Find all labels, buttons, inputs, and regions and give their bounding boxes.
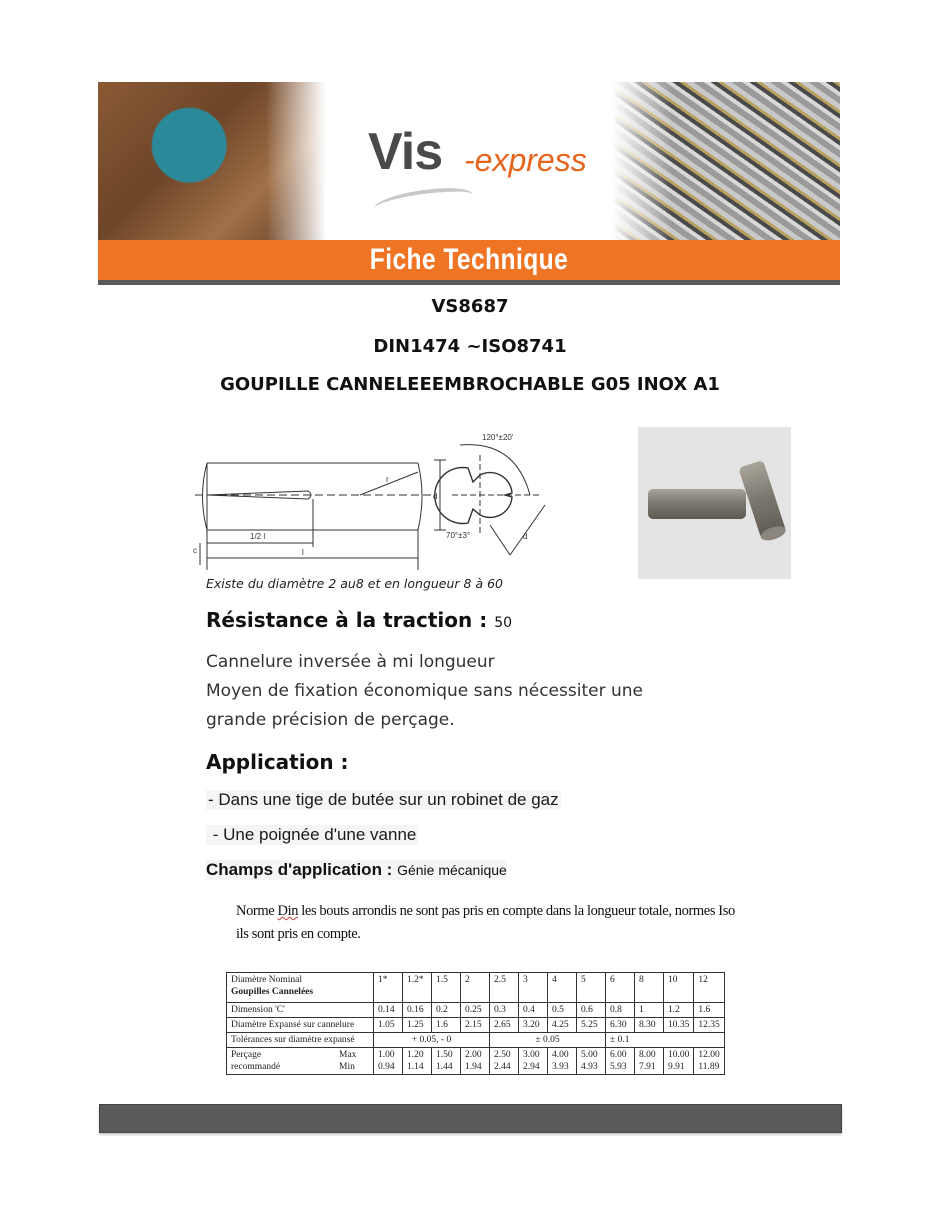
table-cell: 10.00 9.91 <box>664 1048 694 1075</box>
product-photo <box>638 427 791 579</box>
product-name: GOUPILLE CANNELEEEMBROCHABLE G05 INOX A1 <box>220 374 720 395</box>
table-cell-label: Diamètre Expansé sur cannelure <box>227 1018 374 1033</box>
table-cell: 1.6 <box>694 1003 724 1018</box>
table-cell: 0.6 <box>577 1003 606 1018</box>
label-length: l <box>302 548 304 557</box>
table-cell: 3 <box>519 973 548 1003</box>
table-cell: 2.65 <box>490 1018 519 1033</box>
product-reference: VS8687 <box>431 296 509 317</box>
table-cell: 3.00 2.94 <box>519 1048 548 1075</box>
table-cell: 1 <box>635 1003 664 1018</box>
table-cell: 1.6 <box>432 1018 461 1033</box>
min-label: Min <box>339 1062 355 1072</box>
table-cell: 2.15 <box>461 1018 490 1033</box>
table-cell: 8.00 7.91 <box>635 1048 664 1075</box>
table-cell: 10 <box>664 973 694 1003</box>
banner-title-bar <box>98 240 840 280</box>
table-cell: 10.35 <box>664 1018 694 1033</box>
table-cell: 12.00 11.89 <box>694 1048 724 1075</box>
table-cell: 2.50 2.44 <box>490 1048 519 1075</box>
table-cell: 1.20 1.14 <box>403 1048 432 1075</box>
table-cell: 0.5 <box>548 1003 577 1018</box>
label-angle-top: 120°±20' <box>482 433 514 442</box>
label-diameter-side: d <box>523 532 528 541</box>
label-c: c <box>193 546 197 555</box>
percage-label: Perçage <box>231 1050 262 1060</box>
table-cell: 4.00 3.93 <box>548 1048 577 1075</box>
champs-label: Champs d'application : <box>206 860 393 879</box>
note-line2: ils sont pris en compte. <box>236 926 361 942</box>
norm-note <box>236 900 756 946</box>
dimensions-table <box>226 972 725 1075</box>
logo-swoosh-icon <box>372 185 474 219</box>
table-cell: ± 0.1 <box>606 1033 725 1048</box>
table-cell: 1.50 1.44 <box>432 1048 461 1075</box>
screws-photo <box>612 82 840 240</box>
table-cell: 0.2 <box>432 1003 461 1018</box>
table-cell: 0.3 <box>490 1003 519 1018</box>
table-cell: 1.2* <box>403 973 432 1003</box>
description-line: Moyen de fixation économique sans nécessiter une <box>206 681 643 701</box>
table-row-dimension-c <box>227 1003 725 1018</box>
table-cell: 6.00 5.93 <box>606 1048 635 1075</box>
nominal-label: Diamètre Nominal <box>231 975 302 985</box>
table-cell: 0.4 <box>519 1003 548 1018</box>
table-cell: 1.00 0.94 <box>374 1048 403 1075</box>
recommande-label: recommandé <box>231 1062 281 1072</box>
label-half-length: 1/2 l <box>250 532 266 541</box>
table-cell: 2.5 <box>490 973 519 1003</box>
table-cell: 4.25 <box>548 1018 577 1033</box>
goupilles-label: Goupilles Cannelées <box>231 987 314 997</box>
workshop-photo <box>98 82 326 240</box>
table-cell: 6.30 <box>606 1018 635 1033</box>
table-cell-label <box>227 1048 336 1075</box>
champs-application <box>206 860 507 880</box>
table-cell: 1.25 <box>403 1018 432 1033</box>
table-row-nominal <box>227 973 725 1003</box>
product-norms: DIN1474 ~ISO8741 <box>373 336 567 357</box>
description-line: Cannelure inversée à mi longueur <box>206 652 495 672</box>
table-cell: 12.35 <box>694 1018 724 1033</box>
table-cell: 8.30 <box>635 1018 664 1033</box>
table-cell: 0.8 <box>606 1003 635 1018</box>
table-cell: 0.16 <box>403 1003 432 1018</box>
note-line1-rest: les bouts arrondis ne sont pas pris en compte dans la longueur totale, normes Iso <box>298 903 735 919</box>
table-cell: 2 <box>461 973 490 1003</box>
table-cell: + 0.05, - 0 <box>374 1033 490 1048</box>
logo-main-text: Vis <box>368 123 443 181</box>
table-cell: 1.5 <box>432 973 461 1003</box>
application-heading: Application : <box>206 750 349 774</box>
banner-title: Fiche Technique <box>369 243 569 276</box>
table-cell: ± 0.05 <box>490 1033 606 1048</box>
table-row-tolerances <box>227 1033 725 1048</box>
champs-value: Génie mécanique <box>397 862 507 878</box>
table-cell: 0.25 <box>461 1003 490 1018</box>
max-label: Max <box>339 1050 357 1060</box>
table-cell: 5 <box>577 973 606 1003</box>
table-cell: 1.2 <box>664 1003 694 1018</box>
table-cell-label: Tolérances sur diamètre expansé <box>227 1033 374 1048</box>
resistance-heading <box>206 608 512 632</box>
banner-shadow <box>98 280 840 285</box>
table-cell: 1.05 <box>374 1018 403 1033</box>
description-line: grande précision de perçage. <box>206 710 455 730</box>
application-item: - Dans une tige de butée sur un robinet de gaz <box>208 790 559 809</box>
resistance-label: Résistance à la traction : <box>206 608 488 632</box>
table-cell-label <box>335 1048 374 1075</box>
table-cell: 1* <box>374 973 403 1003</box>
table-cell: 0.14 <box>374 1003 403 1018</box>
table-row-percage <box>227 1048 725 1075</box>
table-cell: 5.00 4.93 <box>577 1048 606 1075</box>
label-diameter: d <box>433 492 438 501</box>
table-cell: 3.20 <box>519 1018 548 1033</box>
footer-bar <box>99 1104 842 1133</box>
header-banner <box>98 82 840 290</box>
application-item: - Une poignée d'une vanne <box>208 825 417 844</box>
table-cell: 4 <box>548 973 577 1003</box>
brand-logo <box>368 122 598 202</box>
note-din: Din <box>277 903 299 919</box>
table-cell-label: Dimension 'C' <box>227 1003 374 1018</box>
logo-suffix-text: -express <box>464 142 587 178</box>
table-cell: 2.00 1.94 <box>461 1048 490 1075</box>
table-cell: 8 <box>635 973 664 1003</box>
size-range-caption: Existe du diamètre 2 au8 et en longueur 8 à 60 <box>206 576 503 591</box>
label-angle-bottom: 70°±3° <box>446 531 471 540</box>
description <box>206 648 643 735</box>
table-cell: 5.25 <box>577 1018 606 1033</box>
technical-drawing <box>190 425 610 573</box>
table-cell: 12 <box>694 973 724 1003</box>
table-row-diametre-expanse <box>227 1018 725 1033</box>
table-cell: 6 <box>606 973 635 1003</box>
note-prefix: Norme <box>236 903 278 919</box>
label-radius: r <box>386 475 389 484</box>
resistance-value: 50 <box>494 615 513 631</box>
table-cell-label <box>227 973 374 1003</box>
